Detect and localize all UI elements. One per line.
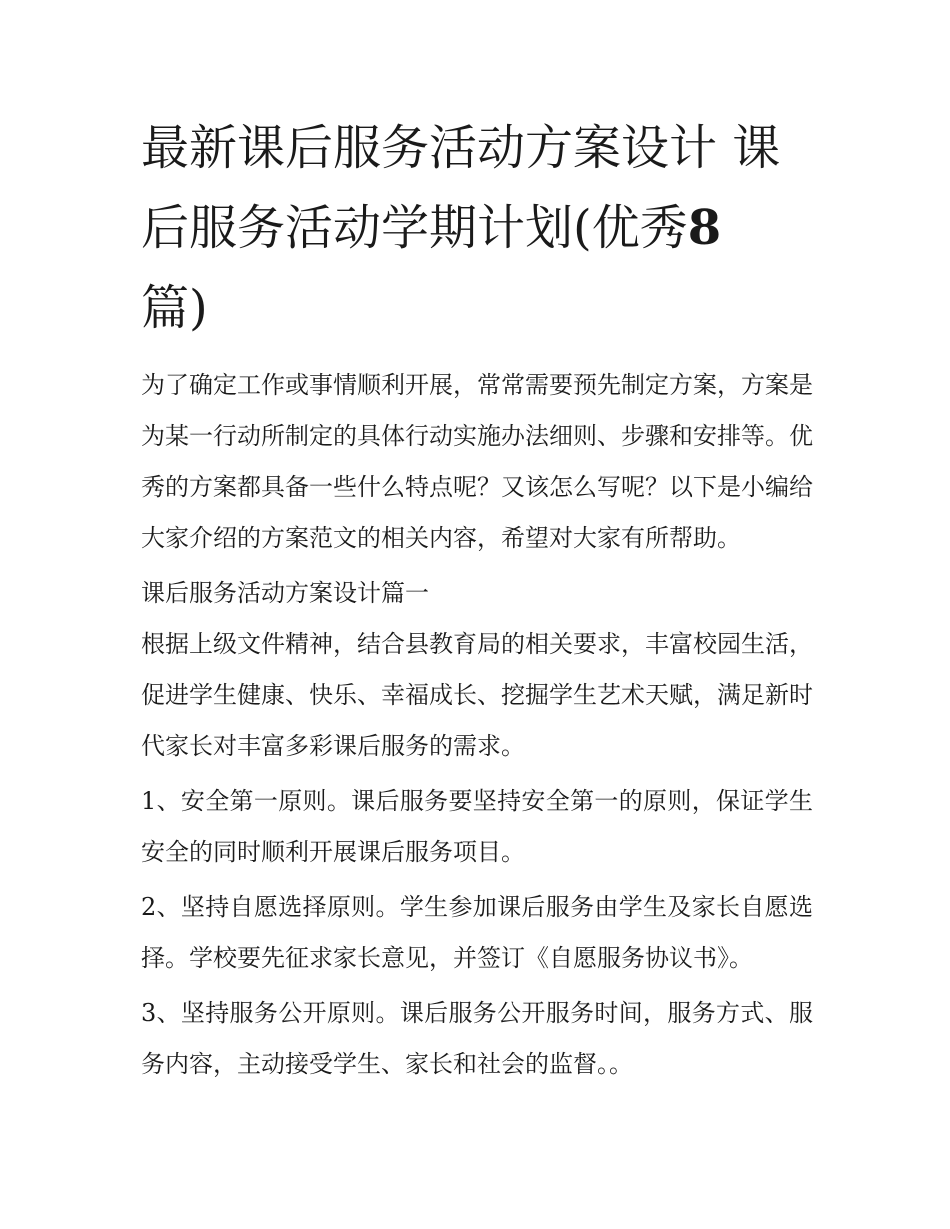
- document-title: [141, 108, 813, 348]
- principle-3: 3、坚持服务公开原则。课后服务公开服务时间，服务方式、服务内容，主动接受学生、家长和社会的监督。。: [141, 999, 813, 1078]
- title-tail: 篇): [141, 280, 208, 336]
- principle-1: 1、安全第一原则。课后服务要坚持安全第一的原则，保证学生安全的同时顺利开展课后服务项目。: [141, 787, 813, 866]
- intro-paragraph: 为了确定工作或事情顺利开展，常常需要预先制定方案，方案是为某一行动所制定的具体行动实施办法细则、步骤和安排等。优秀的方案都具备一些什么特点呢？又该怎么写呢？以下是小编给大家介绍的方案范文的相关内容，希望对大家有所帮助。: [141, 371, 813, 552]
- title-main: 最新课后服务活动方案设计 课后服务活动学期计划(优秀: [141, 120, 781, 256]
- title-number: 8: [687, 200, 722, 256]
- document-page: [141, 108, 813, 1090]
- body-paragraph-1: 根据上级文件精神，结合县教育局的相关要求，丰富校园生活，促进学生健康、快乐、幸福成长、挖掘学生艺术天赋，满足新时代家长对丰富多彩课后服务的需求。: [141, 630, 813, 760]
- principle-2: 2、坚持自愿选择原则。学生参加课后服务由学生及家长自愿选择。学校要先征求家长意见，并签订《自愿服务协议书》。: [141, 893, 813, 972]
- section-heading: 课后服务活动方案设计篇一: [141, 579, 429, 607]
